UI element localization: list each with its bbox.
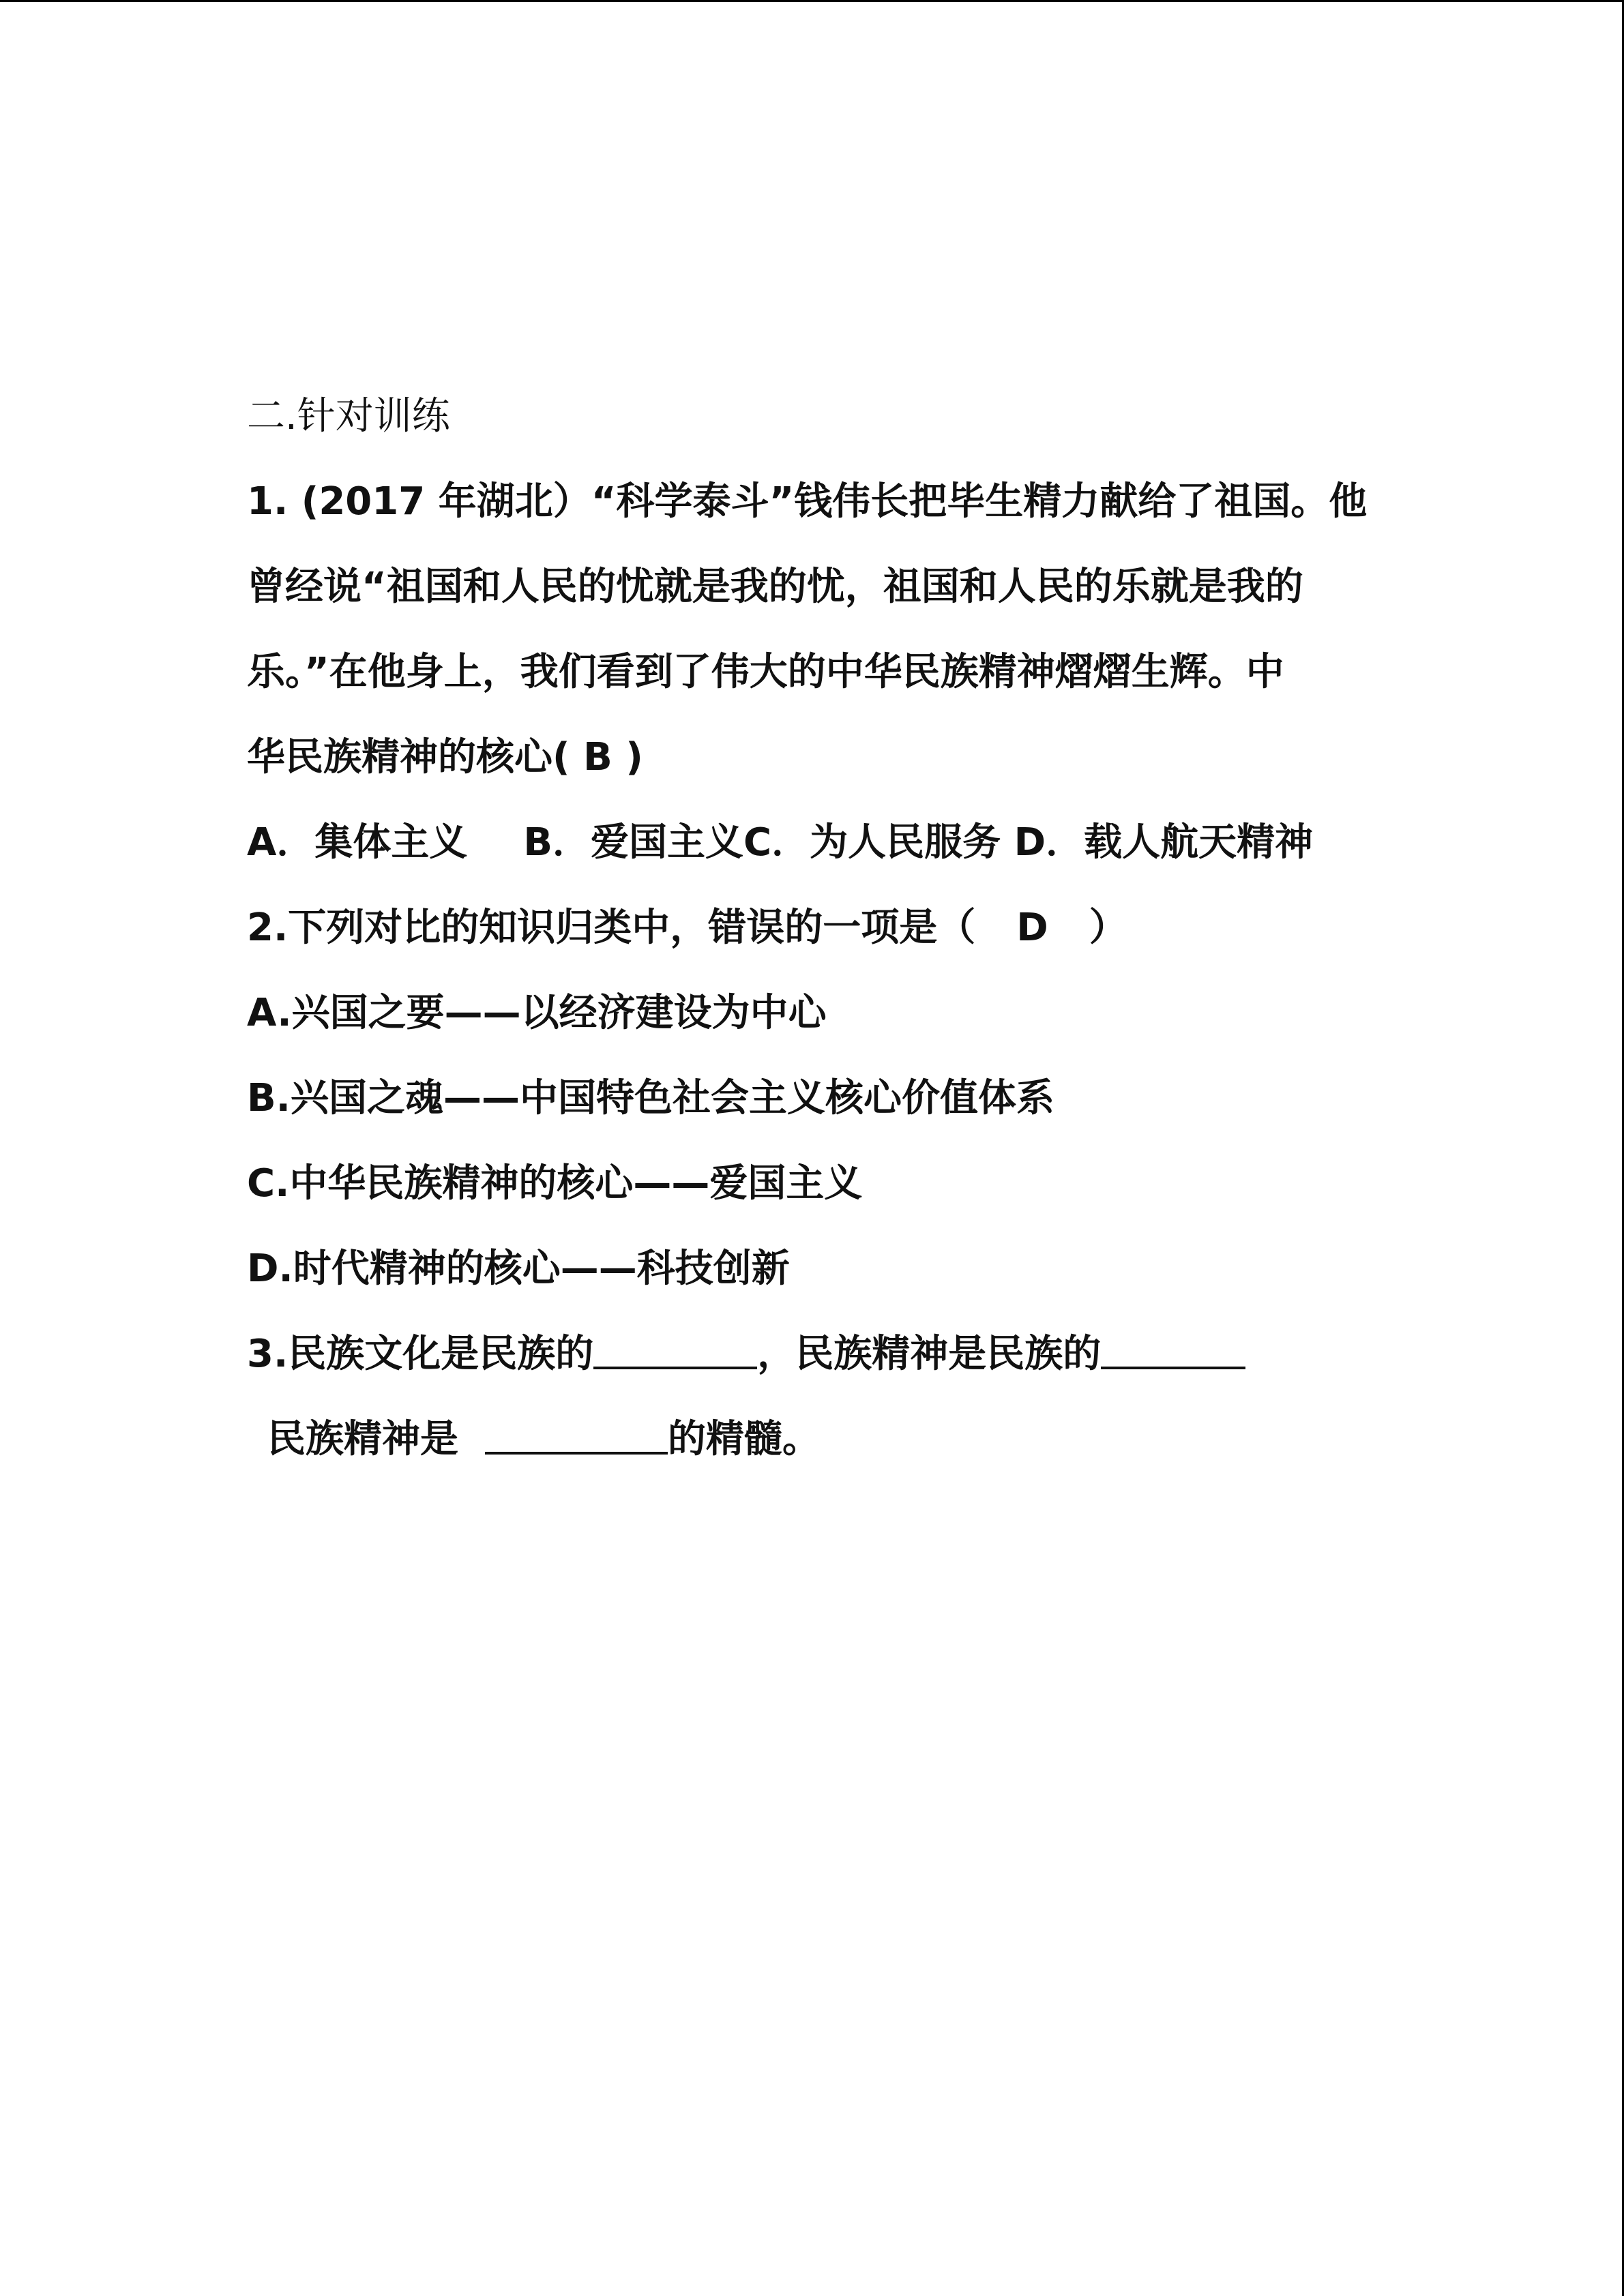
question-2-stem: 2.下列对比的知识归类中，错误的一项是（ D ）: [247, 906, 1127, 950]
question-3-line-2: 民族精神是 的精髓。: [247, 1397, 1393, 1482]
question-2-option-a: A.兴国之要——以经济建设为中心: [247, 991, 827, 1035]
question-1-option-d: D．载人航天精神: [1014, 820, 1314, 865]
question-3: [247, 1311, 1393, 1482]
section-title: 二.针对训练: [247, 394, 450, 438]
question-1-line-1: 1. (2017 年湖北）“科学泰斗”钱伟长把毕生精力献给了祖国。他: [247, 479, 1368, 524]
question-1: [247, 459, 1393, 885]
question-2: [247, 885, 1393, 1311]
question-1-option-b: B．爱国主义: [523, 820, 744, 865]
question-1-number: 1.: [247, 479, 289, 524]
question-2-option-d: D.时代精神的核心——科技创新: [247, 1247, 790, 1291]
fill-in-blank-1[interactable]: [593, 1326, 757, 1369]
document-body: [247, 374, 1393, 1482]
question-1-line-3: 乐。”在他身上，我们看到了伟大的中华民族精神熠熠生辉。中: [247, 650, 1284, 694]
question-1-option-a: A．集体主义: [247, 820, 468, 865]
question-2-option-b: B.兴国之魂——中国特色社会主义核心价值体系: [247, 1076, 1054, 1120]
fill-in-blank-2[interactable]: [1101, 1326, 1245, 1369]
question-2-answer: D: [1016, 906, 1048, 950]
fill-in-blank-3[interactable]: [485, 1411, 668, 1455]
question-1-line-2: 曾经说“祖国和人民的忧就是我的忧，祖国和人民的乐就是我的: [247, 565, 1303, 609]
question-1-option-c: C．为人民服务: [743, 820, 1001, 865]
question-1-line-4: 华民族精神的核心( B ): [247, 735, 643, 779]
question-1-options: [247, 800, 1393, 885]
question-2-option-c: C.中华民族精神的核心——爱国主义: [247, 1161, 863, 1206]
question-3-line-1: 3.民族文化是民族的 ，民族精神是民族的: [247, 1311, 1393, 1397]
page-border-top: [0, 0, 1624, 2]
